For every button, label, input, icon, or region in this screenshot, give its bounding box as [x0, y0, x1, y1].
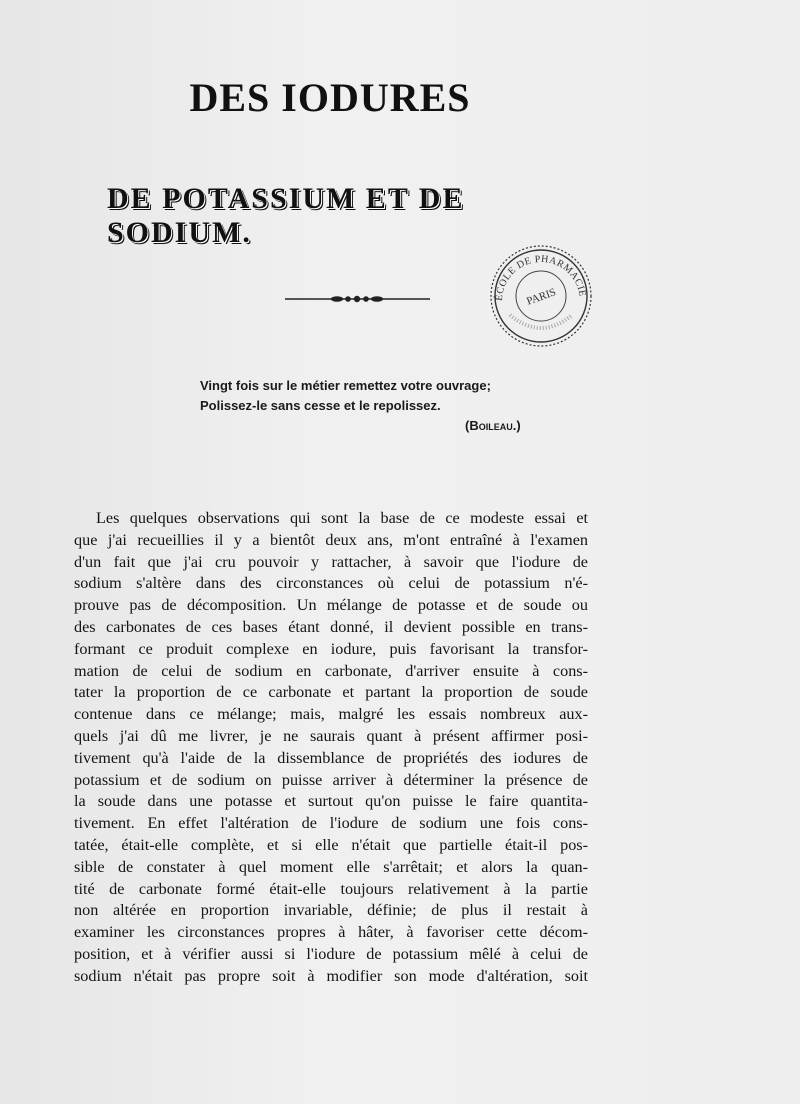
text-line: sodium s'altère dans des circonstances où celui de potassium n'é- [74, 574, 588, 593]
epigraph-line: Vingt fois sur le métier remettez votre ouvrage; [200, 378, 491, 393]
body-paragraph [74, 508, 588, 988]
epigraph-attribution: (Boileau.) [465, 418, 521, 433]
page-subtitle: DE POTASSIUM ET DE SODIUM. [107, 182, 465, 249]
text-line: quels j'ai dû me livrer, je ne saurais quant à présent affirmer posi- [74, 726, 588, 745]
text-line: tater la proportion de ce carbonate et partant la proportion de soude [74, 683, 588, 702]
text-line: d'un fait que j'ai cru pouvoir y rattacher, à savoir que l'iodure de [74, 552, 588, 571]
library-stamp [488, 243, 594, 349]
text-line: des carbonates de ces bases étant donné, il devient possible en trans- [74, 617, 588, 636]
stamp-center-text: PARIS [525, 286, 558, 308]
text-line: position, et à vérifier aussi si l'iodure de potassium mêlé à celui de [74, 944, 588, 963]
page-title: DES IODURES [189, 75, 471, 120]
epigraph [200, 376, 580, 436]
ornament-divider [285, 292, 430, 306]
text-line: la soude dans une potasse et surtout qu'on puisse le faire quantita- [74, 792, 588, 811]
text-line: Les quelques observations qui sont la base de ce modeste essai et [96, 509, 588, 527]
text-line: contenue dans ce mélange; mais, malgré les essais nombreux aux- [74, 705, 588, 724]
text-line: tivement qu'à l'aide de la dissemblance de propriétés des iodures de [74, 748, 588, 767]
text-line: tivement. En effet l'altération de l'iodure de sodium une fois cons- [74, 814, 588, 833]
text-line: formant ce produit complexe en iodure, puis favorisant la transfor- [74, 639, 588, 658]
text-line: non altérée en proportion invariable, définie; de plus il restait à [74, 901, 588, 920]
text-line: tatée, était-elle complète, et si elle n'était que partielle était-il pos- [74, 835, 588, 854]
text-line: sible de constater à quel moment elle s'arrêtait; et alors la quan- [74, 857, 588, 876]
stamp-arc-text: ÉCOLE DE PHARMACIE [493, 253, 588, 302]
text-line: examiner les circonstances propres à hâter, à favoriser cette décom- [74, 923, 588, 942]
text-line: que j'ai recueillies il y a bientôt deux ans, m'ont entraîné à l'examen [74, 530, 588, 549]
text-line: prouve pas de décomposition. Un mélange de potasse et de soude ou [74, 596, 588, 615]
text-line: tité de carbonate formé était-elle toujours relativement à la partie [74, 879, 588, 898]
text-line: mation de celui de sodium en carbonate, d'arriver ensuite à cons- [74, 661, 588, 680]
text-line: potassium et de sodium on puisse arriver à déterminer la présence de [74, 770, 588, 789]
epigraph-line: Polissez-le sans cesse et le repolissez. [200, 398, 441, 413]
text-line: sodium n'était pas propre soit à modifier son mode d'altération, soit [74, 966, 588, 985]
